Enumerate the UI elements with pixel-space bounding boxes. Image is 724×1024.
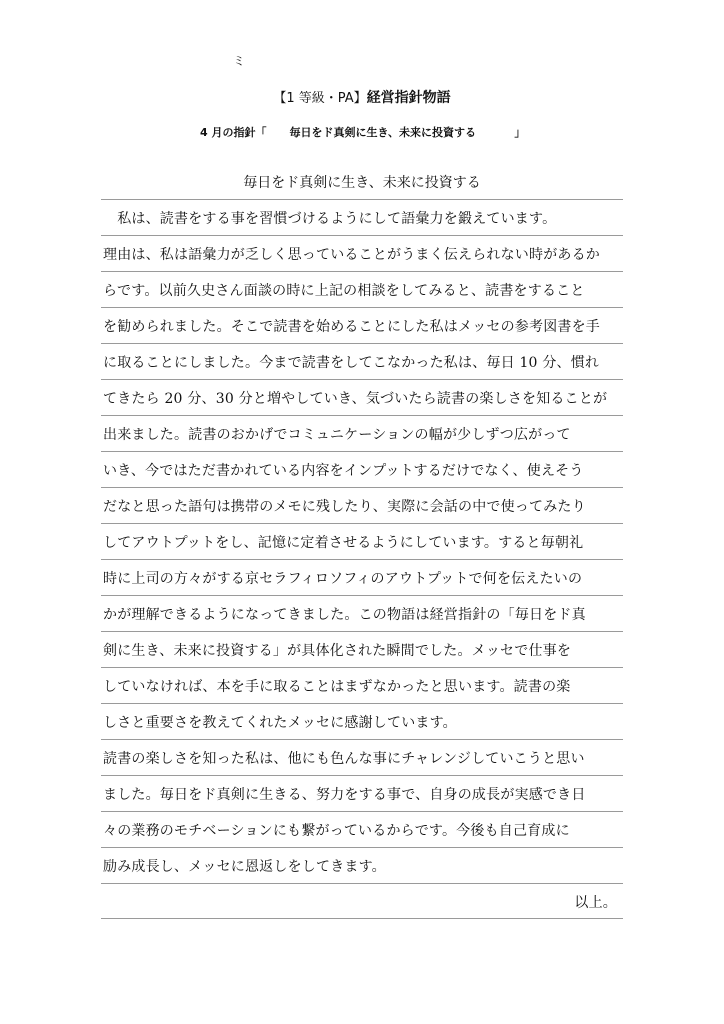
line-text: 時に上司の方々がする京セラフィロソフィのアウトプットで何を伝えたいの (103, 571, 583, 587)
line-text: だなと思った語句は携帯のメモに残したり、実際に会話の中で使ってみたり (103, 499, 586, 515)
text-line (101, 379, 623, 415)
text-line (101, 343, 623, 379)
text-line (101, 811, 623, 847)
closing-text: 以上。 (574, 895, 617, 911)
grade-label: 【1 等級・PA】 (273, 91, 367, 106)
text-line (101, 739, 623, 775)
text-line (101, 559, 623, 595)
text-line (101, 199, 623, 235)
line-text: かが理解できるようになってきました。この物語は経営指針の「毎日をド真 (103, 607, 586, 623)
text-line (101, 451, 623, 487)
line-text: てきたら 20 分、30 分と増やしていき、気づいたら読書の楽しさを知ることが (103, 391, 608, 407)
line-text: いき、今ではただ書かれている内容をインプットするだけでなく、使えそう (103, 463, 584, 479)
line-text: に取ることにしました。今まで読書をしてこなかった私は、毎日 10 分、慣れ (103, 355, 600, 371)
line-text: 出来ました。読書のおかげでコミュニケーションの幅が少しずつ広がって (103, 427, 571, 443)
line-text: しさと重要さを教えてくれたメッセに感謝しています。 (103, 715, 457, 731)
line-text: ました。毎日をド真剣に生きる、努力をする事で、自身の成長が実感でき日 (103, 787, 586, 803)
text-line (101, 523, 623, 559)
line-text: を勧められました。そこで読書を始めることにした私はメッセの参考図書を手 (103, 319, 600, 335)
page-header (0, 87, 724, 107)
line-text: らです。以前久史さん面談の時に上記の相談をしてみると、読書をすること (103, 283, 585, 299)
text-line (101, 703, 623, 739)
line-text: していなければ、本を手に取ることはまずなかったと思います。読書の楽 (103, 679, 571, 695)
line-text: 読書の楽しさを知った私は、他にも色んな事にチャレンジしていこうと思い (103, 751, 585, 767)
text-line (101, 667, 623, 703)
text-line (101, 487, 623, 523)
line-text: 剣に生き、未来に投資する」が具体化された瞬間でした。メッセで仕事を (103, 643, 572, 659)
guideline-text: 毎日をド真剣に生き、未来に投資する (289, 126, 477, 139)
guideline-label: 4 月の指針「 (200, 126, 267, 139)
essay-body (101, 199, 623, 919)
text-line (101, 307, 623, 343)
line-text: 私は、読書をする事を習慣づけるようにして語彙力を鍛えています。 (103, 211, 557, 227)
text-line (101, 235, 623, 271)
guideline-close: 」 (514, 126, 526, 139)
monthly-guideline (200, 124, 525, 140)
text-line (101, 847, 623, 883)
line-text: してアウトプットをし、記憶に定着させるようにしています。すると毎朝礼 (103, 535, 584, 551)
essay-title: 毎日をド真剣に生き、未来に投資する (243, 175, 481, 191)
text-line (101, 775, 623, 811)
page-title: 経営指針物語 (366, 90, 451, 106)
margin-mark: ミ (233, 54, 246, 68)
text-line (101, 415, 623, 451)
text-line (101, 631, 623, 667)
text-line (101, 271, 623, 307)
line-text: 理由は、私は語彙力が乏しく思っていることがうまく伝えられない時があるか (103, 247, 600, 263)
text-line (101, 595, 623, 631)
closing-line (101, 883, 623, 919)
line-text: 励み成長し、メッセに恩返しをしてきます。 (103, 859, 386, 875)
line-text: 々の業務のモチベーションにも繋がっているからです。今後も自己育成に (103, 823, 570, 839)
